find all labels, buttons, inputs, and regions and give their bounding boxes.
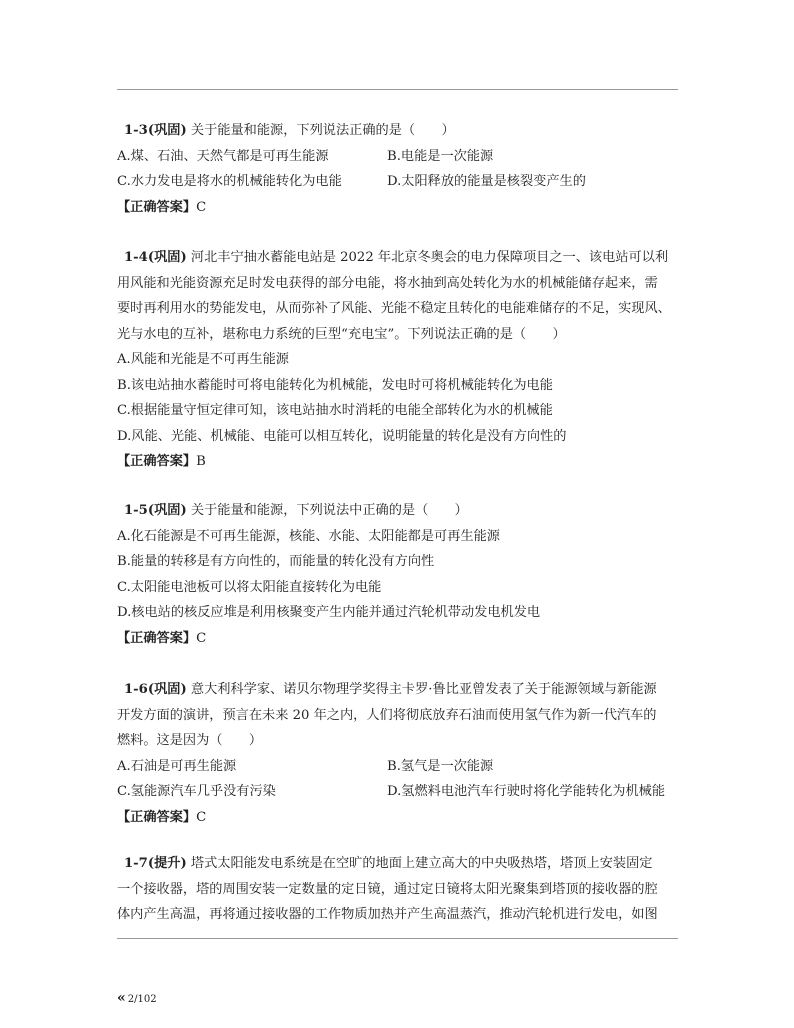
question-number: 1-5(巩固) — [124, 503, 187, 518]
answer-value: C — [196, 809, 207, 825]
answer-line: 【正确答案】C — [117, 630, 207, 646]
option-a: A.化石能源是不可再生能源，核能、水能、太阳能都是可再生能源 — [117, 528, 500, 544]
header-rule — [117, 89, 678, 90]
option-d: D.风能、光能、机械能、电能可以相互转化，说明能量的转化是没有方向性的 — [117, 428, 567, 444]
answer-line: 【正确答案】B — [117, 454, 206, 469]
question-1-5 — [117, 498, 683, 651]
option-row — [117, 754, 683, 780]
question-stem: 1-5(巩固) 关于能量和能源，下列说法中正确的是（ ） — [124, 503, 468, 518]
question-1-3 — [117, 118, 683, 220]
question-stem: 1-6(巩固) 意大利科学家、诺贝尔物理学奖得主卡罗·鲁比亚曾发表了关于能源领域与新能源 — [124, 682, 657, 697]
option-d: D.氢燃料电池汽车行驶时将化学能转化为机械能 — [387, 784, 666, 799]
option-d: D.太阳释放的能量是核裂变产生的 — [387, 174, 586, 189]
option-d: D.核电站的核反应堆是利用核聚变产生内能并通过汽轮机带动发电机发电 — [117, 605, 541, 620]
question-stem-line: 燃料。这是因为（ ） — [117, 733, 263, 748]
question-stem: 1-7(提升) 塔式太阳能发电系统是在空旷的地面上建立高大的中央吸热塔，塔顶上安装固定 — [124, 856, 653, 871]
footer-rule — [117, 938, 678, 939]
question-1-6 — [117, 677, 683, 830]
question-1-7 — [117, 851, 683, 928]
question-stem-line: 开发方面的演讲，预言在未来 20 年之内，人们将彻底放弃石油而使用氢气作为新一代汽车的 — [117, 707, 657, 723]
answer-value: C — [196, 630, 207, 646]
question-number: 1-3(巩固) — [124, 123, 187, 138]
option-row — [117, 144, 683, 170]
option-a: A.煤、石油、天然气都是可再生能源 — [117, 148, 329, 164]
page-footer — [117, 990, 157, 1006]
answer-value: C — [196, 199, 207, 215]
page-nav-icon[interactable]: « — [117, 990, 126, 1006]
question-stem-line: 体内产生高温，再将通过接收器的工作物质加热并产生高温蒸汽，推动汽轮机进行发电，如图 — [117, 907, 658, 922]
option-c: C.根据能量守恒定律可知，该电站抽水时消耗的电能全部转化为水的机械能 — [117, 403, 553, 418]
answer-line: 【正确答案】C — [117, 199, 207, 215]
option-a: A.石油是可再生能源 — [117, 758, 237, 774]
question-number: 1-4(巩固) — [124, 250, 187, 265]
page-number: 2/102 — [127, 994, 157, 1005]
question-number: 1-7(提升) — [124, 856, 187, 871]
option-a: A.风能和光能是不可再生能源 — [117, 352, 289, 367]
question-stem-line: 一个接收器，塔的周围安装一定数量的定日镜，通过定日镜将太阳光聚集到塔顶的接收器的腔 — [117, 881, 658, 897]
option-b: B.电能是一次能源 — [387, 148, 494, 164]
question-1-4 — [117, 245, 683, 475]
option-c: C.氢能源汽车几乎没有污染 — [117, 784, 276, 799]
question-stem: 1-4(巩固) 河北丰宁抽水蓄能电站是 2022 年北京冬奥会的电力保障项目之一、该电站可以利 — [124, 250, 669, 265]
option-c: C.水力发电是将水的机械能转化为电能 — [117, 174, 342, 189]
option-b: B.该电站抽水蓄能时可将电能转化为机械能，发电时可将机械能转化为电能 — [117, 377, 553, 393]
option-c: C.太阳能电池板可以将太阳能直接转化为电能 — [117, 579, 382, 595]
question-number: 1-6(巩固) — [124, 682, 187, 697]
answer-line: 【正确答案】C — [117, 809, 207, 825]
option-row — [117, 779, 683, 805]
option-b: B.氢气是一次能源 — [387, 758, 494, 774]
question-stem-line: 要时再利用水的势能发电，从而弥补了风能、光能不稳定且转化的电能难储存的不足，实现风、 — [117, 301, 671, 316]
answer-value: B — [196, 454, 206, 469]
question-stem-line: 光与水电的互补，堪称电力系统的巨型“充电宝”。下列说法正确的是（ ） — [117, 326, 566, 342]
option-row — [117, 169, 683, 195]
question-stem-line: 用风能和光能资源充足时发电获得的部分电能，将水抽到高处转化为水的机械能储存起来，需 — [117, 275, 658, 291]
option-b: B.能量的转移是有方向性的，而能量的转化没有方向性 — [117, 554, 435, 569]
question-stem: 1-3(巩固) 关于能量和能源，下列说法正确的是（ ） — [124, 123, 455, 138]
